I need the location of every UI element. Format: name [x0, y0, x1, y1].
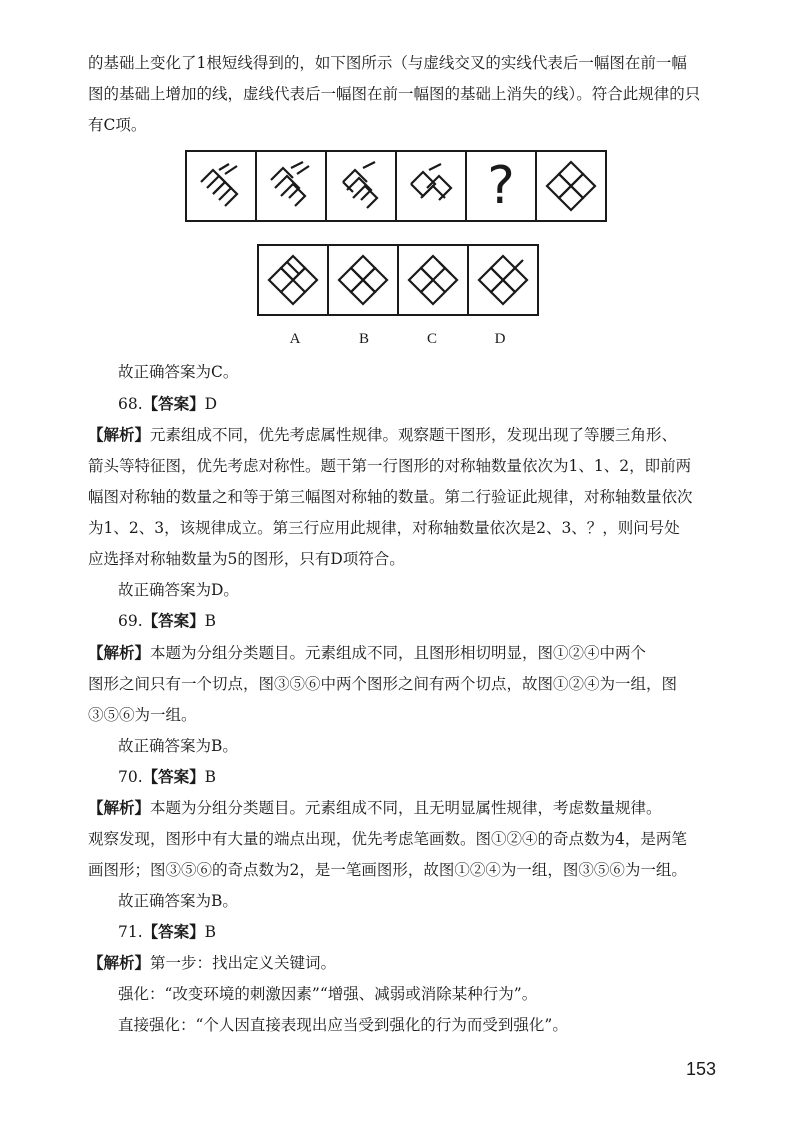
figure-cell-question	[467, 152, 537, 220]
q68-answer: D	[204, 395, 218, 413]
q71-answer-label: 【答案】	[142, 923, 205, 941]
intro-line-3: 有C项。	[88, 116, 147, 134]
figure-cell-2	[257, 152, 327, 220]
q71-answer-line	[118, 922, 758, 942]
option-figure-strip	[257, 244, 539, 316]
q70-analysis-text-1: 本题为分组分类题目。元素组成不同，且无明显属性规律，考虑数量规律。	[150, 799, 662, 817]
diamond-pattern-icon	[265, 252, 321, 308]
q70-answer: B	[204, 768, 217, 786]
q69-number: 69.	[118, 612, 143, 630]
figure-cell-1	[187, 152, 257, 220]
option-label-d: D	[494, 331, 506, 347]
option-cell-d	[469, 246, 537, 314]
q69-answer-label: 【答案】	[142, 612, 205, 630]
q70-answer-label: 【答案】	[142, 768, 205, 786]
q70-conclusion: 故正确答案为B。	[118, 892, 238, 910]
q71-answer: B	[204, 923, 217, 941]
q70-number: 70.	[118, 768, 143, 786]
diamond-pattern-icon	[335, 252, 391, 308]
figure-cell-6	[537, 152, 605, 220]
question-figure-strip	[185, 150, 607, 222]
option-label-c: C	[426, 331, 437, 347]
figure-cell-3	[327, 152, 397, 220]
diamond-pattern-icon	[405, 252, 461, 308]
q68-analysis-line-5: 应选择对称轴数量为5的图形，只有D项符合。	[88, 550, 405, 568]
q69-answer-line	[118, 611, 758, 631]
q68-conclusion: 故正确答案为D。	[118, 581, 239, 599]
q68-answer-line	[118, 394, 758, 414]
intro-line-1: 的基础上变化了1根短线得到的，如下图所示（与虚线交叉的实线代表后一幅图在前一幅	[88, 54, 687, 72]
q70-analysis-line-3: 画图形；图③⑤⑥的奇点数为2，是一笔画图形，故图①②④为一组，图③⑤⑥为一组。	[88, 861, 687, 879]
q71-analysis-text-1: 第一步：找出定义关键词。	[150, 954, 337, 972]
q69-analysis-line-3: ③⑤⑥为一组。	[88, 706, 197, 724]
q69-analysis-label: 【解析】	[88, 644, 151, 662]
q71-definition-2: 直接强化：“个人因直接表现出应当受到强化的行为而受到强化”。	[118, 1016, 568, 1034]
q69-answer: B	[204, 612, 217, 630]
q68-analysis-label: 【解析】	[88, 426, 151, 444]
q71-definition-1: 强化：“改变环境的刺激因素”“增强、减弱或消除某种行为”。	[118, 985, 538, 1003]
option-cell-c	[399, 246, 469, 314]
diamond-pattern-icon	[475, 252, 531, 308]
q67-conclusion: 故正确答案为C。	[118, 363, 239, 381]
figure-cell-4	[397, 152, 467, 220]
q68-analysis-line-2: 箭头等特征图，优先考虑对称性。题干第一行图形的对称轴数量依次为1、1、2，即前两	[88, 457, 692, 475]
q70-analysis-line-2: 观察发现，图形中有大量的端点出现，优先考虑笔画数。图①②④的奇点数为4，是两笔	[88, 830, 687, 848]
q69-analysis-text-1: 本题为分组分类题目。元素组成不同，且图形相切明显，图①②④中两个	[150, 644, 647, 662]
q68-number: 68.	[118, 395, 143, 413]
q70-analysis-line-1	[88, 798, 728, 818]
zigzag-pattern-icon	[333, 158, 389, 214]
diamond-pattern-icon	[543, 158, 599, 214]
option-cell-a	[259, 246, 329, 314]
q70-analysis-label: 【解析】	[88, 799, 151, 817]
q71-analysis-label: 【解析】	[88, 954, 151, 972]
q71-analysis-line-1	[88, 953, 728, 973]
q68-answer-label: 【答案】	[142, 395, 205, 413]
option-label-a: A	[289, 331, 301, 347]
zigzag-pattern-icon	[263, 158, 319, 214]
q69-analysis-line-2: 图形之间只有一个切点，图③⑤⑥中两个图形之间有两个切点，故图①②④为一组，图	[88, 675, 678, 693]
page-number: 153	[686, 1059, 717, 1079]
q70-answer-line	[118, 767, 758, 787]
zigzag-pattern-icon	[193, 158, 249, 214]
option-cell-b	[329, 246, 399, 314]
q69-conclusion: 故正确答案为B。	[118, 737, 238, 755]
intro-line-2: 图的基础上增加的线，虚线代表后一幅图在前一幅图的基础上消失的线）。符合此规律的只	[88, 85, 701, 103]
question-mark: ?	[487, 156, 515, 216]
zigzag-pattern-icon	[403, 158, 459, 214]
q69-analysis-line-1	[88, 643, 728, 663]
q68-analysis-text-1: 元素组成不同，优先考虑属性规律。观察题干图形，发现出现了等腰三角形、	[150, 426, 678, 444]
q68-analysis-line-4: 为1、2、3，该规律成立。第三行应用此规律，对称轴数量依次是2、3、？，则问号处	[88, 519, 680, 537]
option-label-b: B	[358, 331, 369, 347]
q68-analysis-line-1	[88, 425, 728, 445]
q71-number: 71.	[118, 923, 143, 941]
q68-analysis-line-3: 幅图对称轴的数量之和等于第三幅图对称轴的数量。第二行验证此规律，对称轴数量依次	[88, 488, 693, 506]
